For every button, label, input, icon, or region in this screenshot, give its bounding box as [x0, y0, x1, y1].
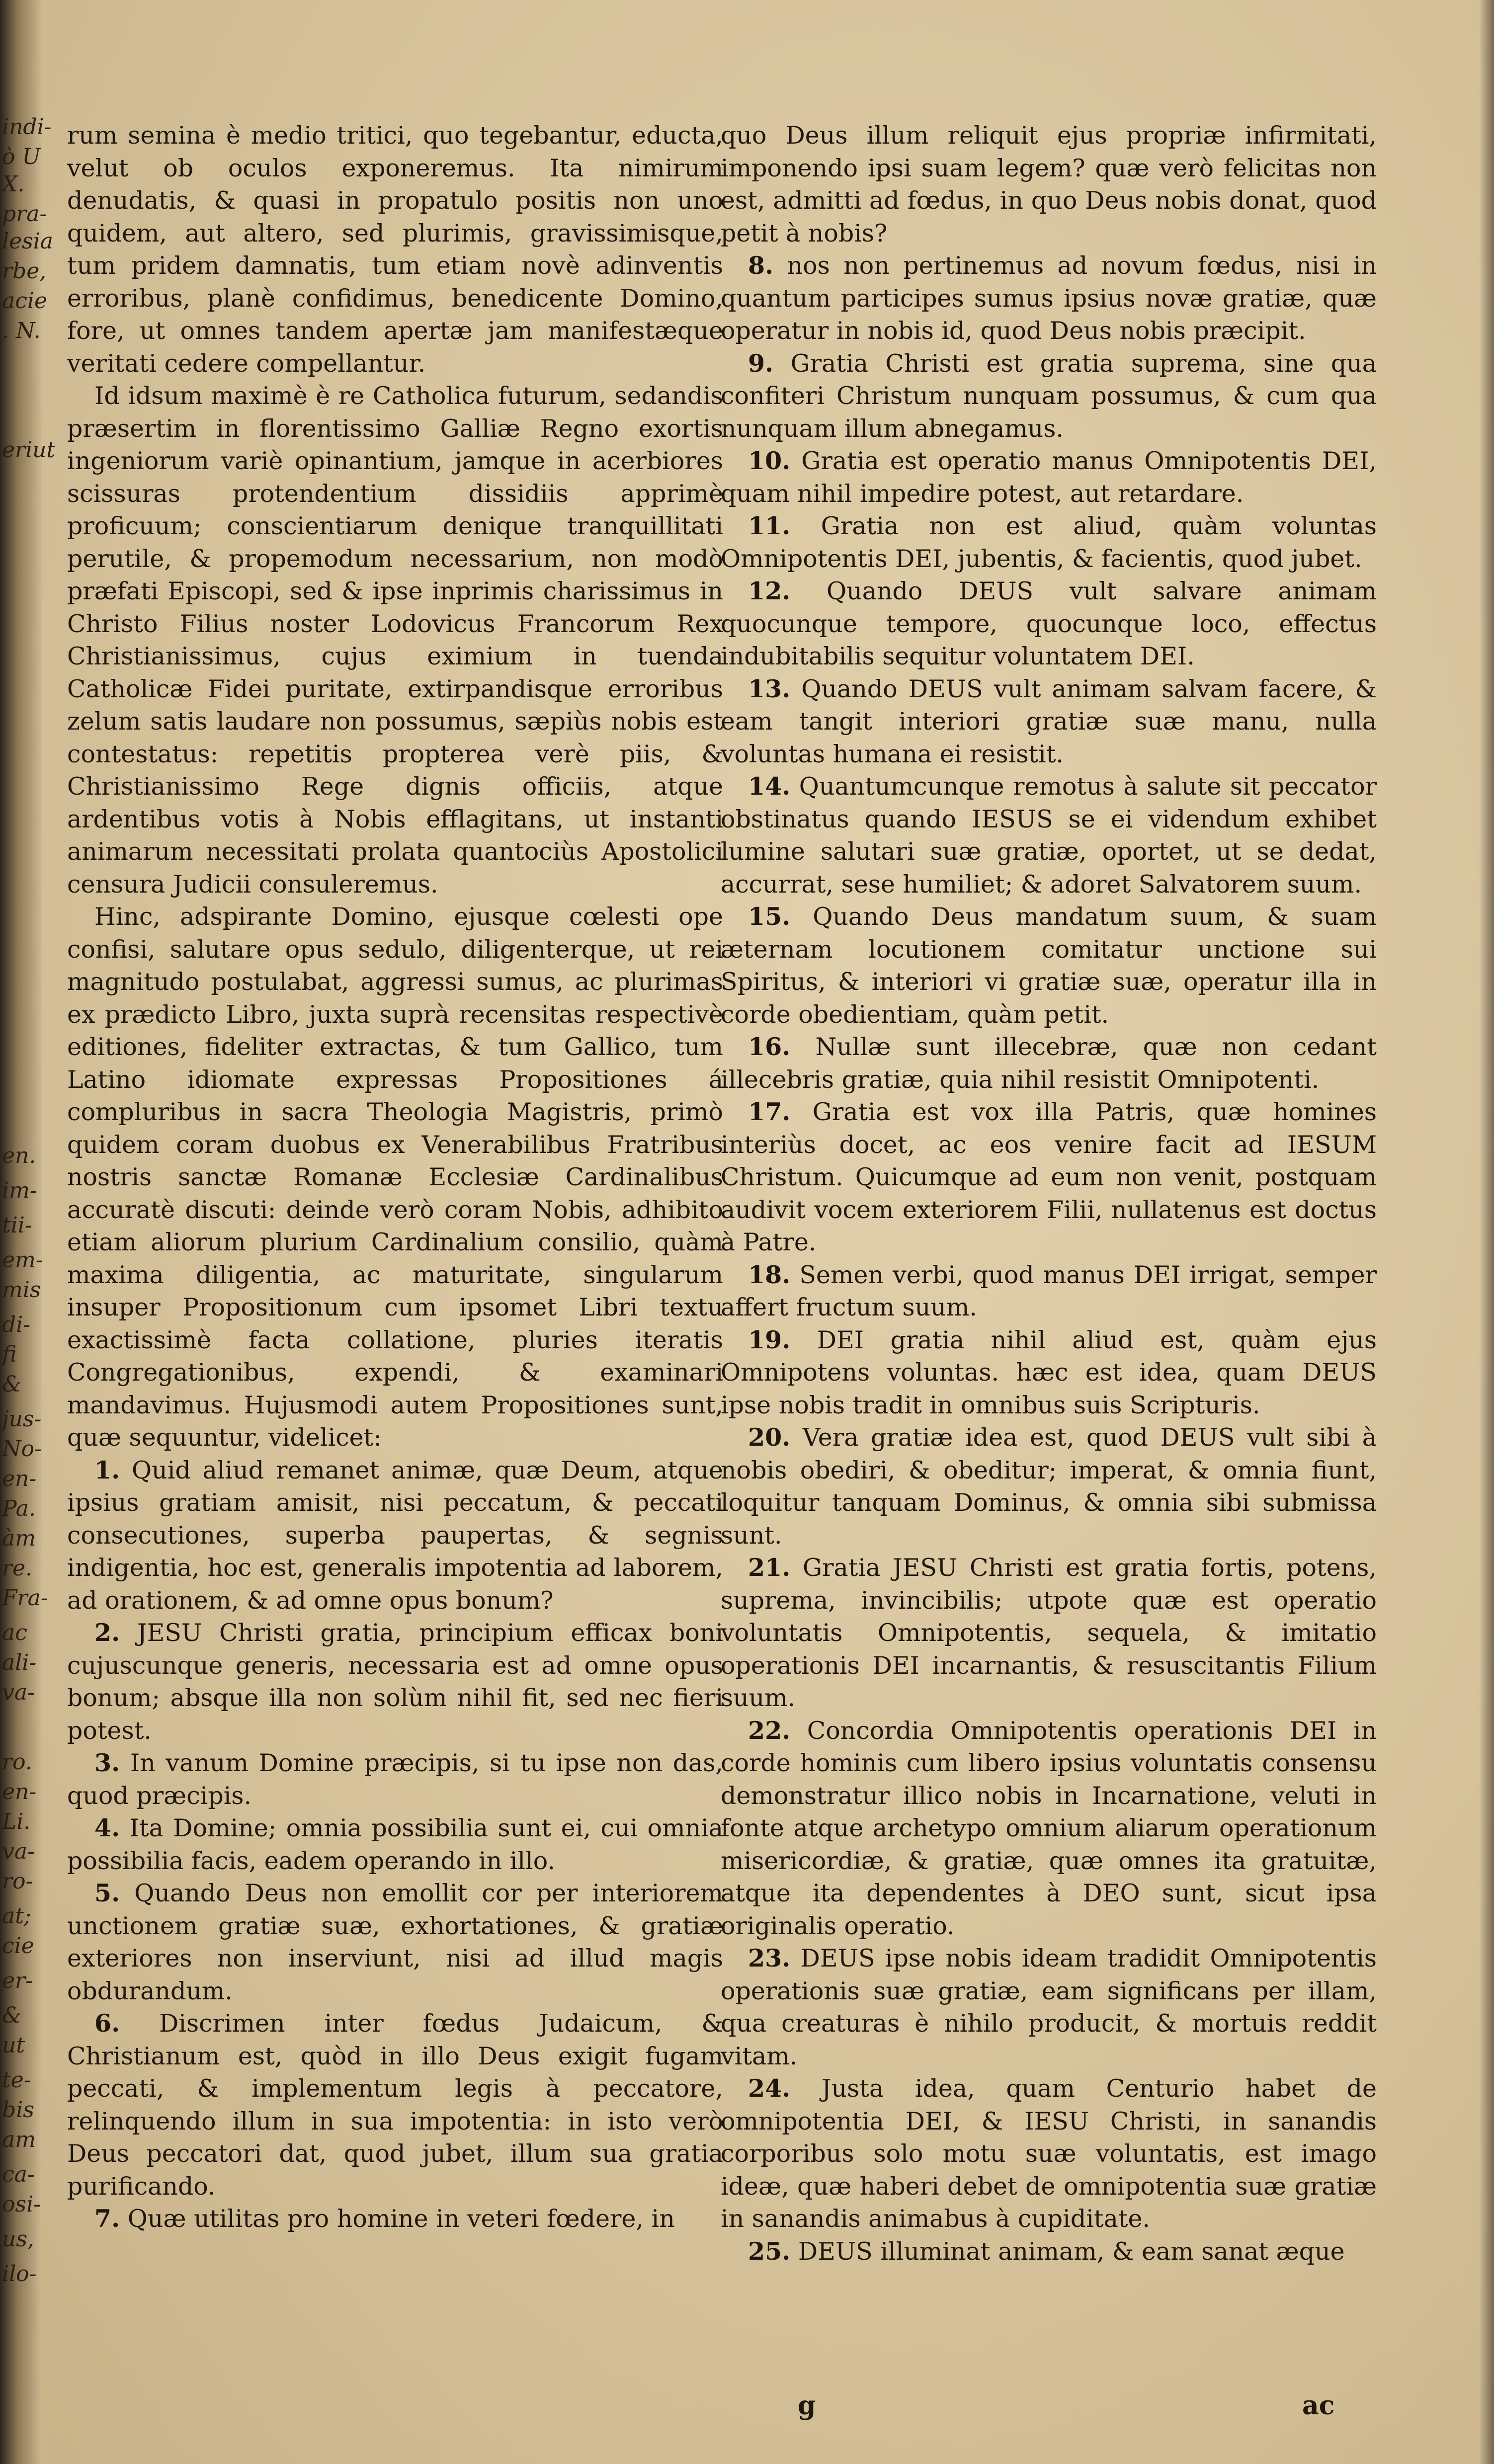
paragraph-text: Quæ utilitas pro homine in veteri fœdere, in [127, 2205, 675, 2233]
margin-fragment: No- [2, 1436, 42, 1462]
proposition-number: 7. [94, 2204, 120, 2233]
proposition-number: 15. [748, 902, 791, 931]
proposition-number: 25. [748, 2236, 791, 2266]
margin-fragment: Li. [2, 1809, 31, 1834]
proposition-11 [721, 510, 1377, 575]
proposition-1 [67, 1454, 723, 1617]
paragraph-text: DEI gratia nihil aliud est, quàm ejus Omnipotens voluntas. hæc est idea, quam DEUS ipse nobis tradit in omnibus suis Scripturis. [721, 1325, 1377, 1419]
margin-fragment: ali- [2, 1650, 37, 1675]
proposition-13 [721, 673, 1377, 771]
proposition-23 [721, 1942, 1377, 2072]
proposition-number: 6. [94, 2009, 120, 2038]
paragraph-text: rum semina è medio tritici, quo tegebantur, educta, velut ob oculos exponeremus. Ita nimirum denudatis, & quasi in propatulo positis non uno quidem, aut altero, sed plurimis, gravissimisque, tum pridem damnatis, tum etiam novè adinventis erroribus, planè confidimus, benedicente Domino, fore, ut omnes tandem apertæ jam manifestæque veritati cedere compellantur. [67, 121, 723, 378]
proposition-number: 24. [748, 2074, 791, 2103]
margin-fragment: . N. [2, 318, 41, 343]
paragraph-text: Quid aliud remanet animæ, quæ Deum, atque ipsius gratiam amisit, nisi peccatum, & peccati consecutiones, superba paupertas, & segnis indigentia, hoc est, generalis impotentia ad laborem, ad orationem, & ad omne opus bonum? [67, 1456, 723, 1615]
margin-fragment: tii- [2, 1213, 32, 1238]
paragraph-text: Justa idea, quam Centurio habet de omnipotentia DEI, & IESU Christi, in sanandis corporibus solo motu suæ voluntatis, est imago ideæ, quæ haberi debet de omnipotentia suæ gratiæ in sanandis animabus à cupiditate. [721, 2074, 1377, 2233]
proposition-number: 13. [748, 674, 791, 703]
margin-fragment: & [2, 1372, 22, 1397]
proposition-25 [721, 2235, 1377, 2268]
margin-fragment: te- [2, 2067, 31, 2093]
paragraph-text: DEUS illuminat animam, & eam sanat æque [798, 2237, 1345, 2266]
proposition-10 [721, 445, 1377, 510]
paragraph-text: Discrimen inter fœdus Judaicum, & Christianum est, quòd in illo Deus exigit fugam peccati, & implementum legis à peccatore, relinquendo illum in sua impotentia: in isto verò Deus peccatori dat, quod jubet, illum sua gratia purificando. [67, 2009, 724, 2201]
margin-fragment: re. [2, 1556, 33, 1581]
proposition-number: 23. [748, 1944, 791, 1972]
proposition-9 [721, 347, 1377, 445]
proposition-21 [721, 1552, 1377, 1715]
proposition-number: 18. [748, 1260, 791, 1289]
margin-fragment: lesia [2, 229, 53, 254]
right-column [721, 119, 1377, 2268]
margin-fragment: & [2, 2003, 22, 2028]
margin-fragment: eriut [2, 437, 56, 463]
proposition-number: 16. [748, 1032, 791, 1061]
paragraph-text: DEUS ipse nobis ideam tradidit Omnipotentis operationis suæ gratiæ, eam significans per illam, qua creaturas è nihilo producit, & mortuis reddit vitam. [721, 1944, 1377, 2070]
proposition-2 [67, 1617, 723, 1747]
paragraph-text: Semen verbi, quod manus DEI irrigat, semper affert fructum suum. [721, 1260, 1377, 1321]
proposition-number: 12. [748, 576, 791, 605]
margin-fragment: ro. [2, 1749, 32, 1775]
paragraph-text: In vanum Domine præcipis, si tu ipse non das, quod præcipis. [67, 1749, 723, 1810]
paragraph-text: Hinc, adspirante Domino, ejusque cœlesti ope confisi, salutare opus sedulo, diligenterque, ut rei magnitudo postulabat, aggressi sumus, ac plurimas ex prædicto Libro, juxta suprà recensitas respectivè editiones, fideliter extractas, & tum Gallico, tum Latino idiomate expressas Propositiones á compluribus in sacra Theologia Magistris, primò quidem coram duobus ex Venerabilibus Fratribus nostris sanctæ Romanæ Ecclesiæ Cardinalibus accuratè discuti: deinde verò coram Nobis, adhibito etiam aliorum plurium Cardinalium consilio, quàm maxima diligentia, ac maturitate, singularum insuper Propositionum cum ipsomet Libri textu exactissimè facta collatione, pluries iteratis Congregationibus, expendi, & examinari mandavimus. Hujusmodi autem Propositiones sunt, quæ sequuntur, videlicet: [67, 903, 723, 1452]
margin-fragment: ò U [2, 144, 41, 169]
proposition-14 [721, 770, 1377, 901]
previous-page-edge [0, 0, 56, 2464]
margin-fragment: Fra- [2, 1585, 48, 1611]
proposition-number: 3. [94, 1748, 120, 1777]
proposition-number: 8. [748, 251, 774, 280]
proposition-3 [67, 1747, 723, 1812]
paragraph-text: Gratia est operatio manus Omnipotentis DEI, quam nihil impedire potest, aut retardare. [721, 447, 1377, 508]
signature-mark: g [798, 2390, 816, 2421]
proposition-5 [67, 1877, 723, 2007]
paragraph-text: Nullæ sunt illecebræ, quæ non cedant illecebris gratiæ, quia nihil resistit Omnipotenti. [721, 1033, 1377, 1094]
paragraph-text: Gratia JESU Christi est gratia fortis, potens, suprema, invincibilis; utpote quæ est operatio voluntatis Omnipotentis, sequela, & imitatio operationis DEI incarnantis, & resuscitantis Filium suum. [721, 1554, 1377, 1712]
margin-fragment: di- [2, 1312, 31, 1337]
margin-fragment: àm [2, 1526, 36, 1551]
margin-fragment: am [2, 2127, 36, 2152]
margin-fragment: acie [2, 288, 47, 314]
proposition-18 [721, 1259, 1377, 1324]
margin-fragment: im- [2, 1178, 37, 1203]
paragraph-text: Quando Deus mandatum suum, & suam æternam locutionem comitatur unctione sui Spiritus, & interiori vi gratiæ suæ, operatur illa in corde obedientiam, quàm petit. [721, 903, 1377, 1029]
margin-fragment: ac [2, 1620, 27, 1645]
proposition-number: 1. [94, 1455, 120, 1484]
margin-fragment: fi [2, 1342, 17, 1367]
proposition-number: 17. [748, 1097, 791, 1126]
proposition-number: 19. [748, 1325, 791, 1354]
margin-fragment: osi- [2, 2192, 41, 2217]
proposition-15 [721, 901, 1377, 1031]
proposition-number: 4. [94, 1813, 120, 1842]
proposition-7 [67, 2203, 723, 2235]
margin-fragment: Pa. [2, 1496, 36, 1521]
margin-fragment: ca- [2, 2162, 35, 2187]
paragraph-text: quo Deus illum reliquit ejus propriæ infirmitati, imponendo ipsi suam legem? quæ verò felicitas non est, admitti ad fœdus, in quo Deus nobis donat, quod petit à nobis? [721, 121, 1377, 247]
paragraph [67, 380, 723, 901]
proposition-17 [721, 1096, 1377, 1259]
catchword: ac [1302, 2390, 1335, 2421]
margin-fragment: ro- [2, 1869, 33, 1894]
proposition-number: 5. [94, 1879, 120, 1907]
paragraph [67, 901, 723, 1454]
margin-fragment: en- [2, 1779, 37, 1805]
margin-fragment: ilo- [2, 2261, 37, 2287]
paragraph-text: JESU Christi gratia, principium efficax boni cujuscunque generis, necessaria est ad omne opus bonum; absque illa non solùm nihil fit, sed nec fieri potest. [67, 1619, 724, 1745]
proposition-number: 14. [748, 772, 791, 801]
left-column [67, 119, 723, 2235]
proposition-number: 11. [748, 511, 791, 540]
proposition-19 [721, 1324, 1377, 1422]
proposition-24 [721, 2072, 1377, 2235]
paragraph-text: Quantumcunque remotus à salute sit peccator obstinatus quando IESUS se ei videndum exhibet lumine salutari suæ gratiæ, oportet, ut se dedat, accurrat, sese humiliet; & adoret Salvatorem suum. [721, 772, 1377, 899]
proposition-12 [721, 575, 1377, 673]
proposition-number: 10. [748, 446, 791, 475]
page-shadow [1479, 0, 1494, 2464]
paragraph-text: Id idsum maximè è re Catholica futurum, sedandis præsertim in florentissimo Galliæ Regno exortis ingeniorum variè opinantium, jamque in acerbiores scissuras protendentium dissidiis apprimè proficuum; conscientiarum denique tranquillitati perutile, & propemodum necessarium, non modò præfati Episcopi, sed & ipse inprimis charissimus in Christo Filius noster Lodovicus Francorum Rex Christianissimus, cujus eximium in tuenda Catholicæ Fidei puritate, extirpandisque erroribus zelum satis laudare non possumus, sæpiùs nobis est contestatus: repetitis propterea verè piis, & Christianissimo Rege dignis officiis, atque ardentibus votis à Nobis efflagitans, ut instanti animarum necessitati prolata quantociùs Apostolici censura Judicii consuleremus. [67, 382, 723, 899]
proposition-6 [67, 2007, 723, 2203]
paragraph-text: Gratia non est aliud, quàm voluntas Omnipotentis DEI, jubentis, & facientis, quod jubet. [721, 512, 1377, 573]
margin-fragment: em- [2, 1247, 43, 1273]
proposition-20 [721, 1421, 1377, 1552]
paragraph-text: Ita Domine; omnia possibilia sunt ei, cui omnia possibilia facis, eadem operando in illo. [67, 1814, 723, 1875]
margin-fragment: bis [2, 2097, 34, 2123]
proposition-8 [721, 249, 1377, 347]
paragraph-text: Vera gratiæ idea est, quod DEUS vult sibi à nobis obediri, & obeditur; imperat, & omnia fiunt, loquitur tanquam Dominus, & omnia sibi submissa sunt. [721, 1423, 1377, 1550]
proposition-4 [67, 1812, 723, 1877]
proposition-number: 21. [748, 1553, 791, 1582]
paragraph-text: Concordia Omnipotentis operationis DEI in corde hominis cum libero ipsius voluntatis consensu demonstratur illico nobis in Incarnatione, veluti in fonte atque archetypo omnium aliarum operationum misericordiæ, & gratiæ, quæ omnes ita gratuitæ, atque ita dependentes à DEO sunt, sicut ipsa originalis operatio. [721, 1716, 1377, 1940]
paragraph-text: Gratia Christi est gratia suprema, sine qua confiteri Christum nunquam possumus, & cum qua nunquam illum abnegamus. [721, 349, 1377, 443]
margin-fragment: pra- [2, 201, 47, 227]
margin-fragment: at; [2, 1903, 31, 1929]
margin-fragment: en- [2, 1466, 37, 1491]
paragraph-text: Quando Deus non emollit cor per interiorem unctionem gratiæ suæ, exhortationes, & gratiæ exteriores non inserviunt, nisi ad illud magis obdurandum. [67, 1879, 723, 2005]
paragraph-text: Quando DEUS vult salvare animam quocunque tempore, quocunque loco, effectus indubitabilis sequitur voluntatem DEI. [721, 577, 1377, 670]
margin-fragment: ut [2, 2033, 25, 2058]
margin-fragment: en. [2, 1143, 36, 1168]
proposition-number: 2. [94, 1618, 120, 1647]
paragraph [721, 119, 1377, 249]
proposition-number: 20. [748, 1423, 791, 1452]
paragraph [67, 119, 723, 380]
proposition-22 [721, 1715, 1377, 1943]
paragraph-text: Gratia est vox illa Patris, quæ homines interiùs docet, ac eos venire facit ad IESUM Christum. Quicumque ad eum non venit, postquam audivit vocem exteriorem Filii, nullatenus est doctus à Patre. [721, 1098, 1377, 1256]
margin-fragment: er- [2, 1968, 33, 1993]
paragraph-text: nos non pertinemus ad novum fœdus, nisi in quantum participes sumus ipsius novæ gratiæ, quæ operatur in nobis id, quod Deus nobis præcipit. [721, 251, 1377, 345]
margin-fragment: cie [2, 1933, 34, 1959]
page-footer [0, 2390, 1494, 2430]
margin-fragment: X. [2, 171, 25, 197]
proposition-number: 9. [748, 348, 774, 378]
margin-fragment: us, [2, 2226, 34, 2252]
proposition-16 [721, 1031, 1377, 1096]
margin-fragment: jus- [2, 1406, 42, 1432]
margin-fragment: rbe, [2, 258, 47, 284]
margin-fragment: va- [2, 1680, 35, 1705]
margin-fragment: mis [2, 1277, 41, 1303]
margin-fragment: indi- [2, 114, 52, 140]
paragraph-text: Quando DEUS vult animam salvam facere, & eam tangit interiori gratiæ suæ manu, nulla voluntas humana ei resistit. [721, 674, 1377, 768]
margin-fragment: va- [2, 1839, 35, 1864]
proposition-number: 22. [748, 1716, 791, 1745]
